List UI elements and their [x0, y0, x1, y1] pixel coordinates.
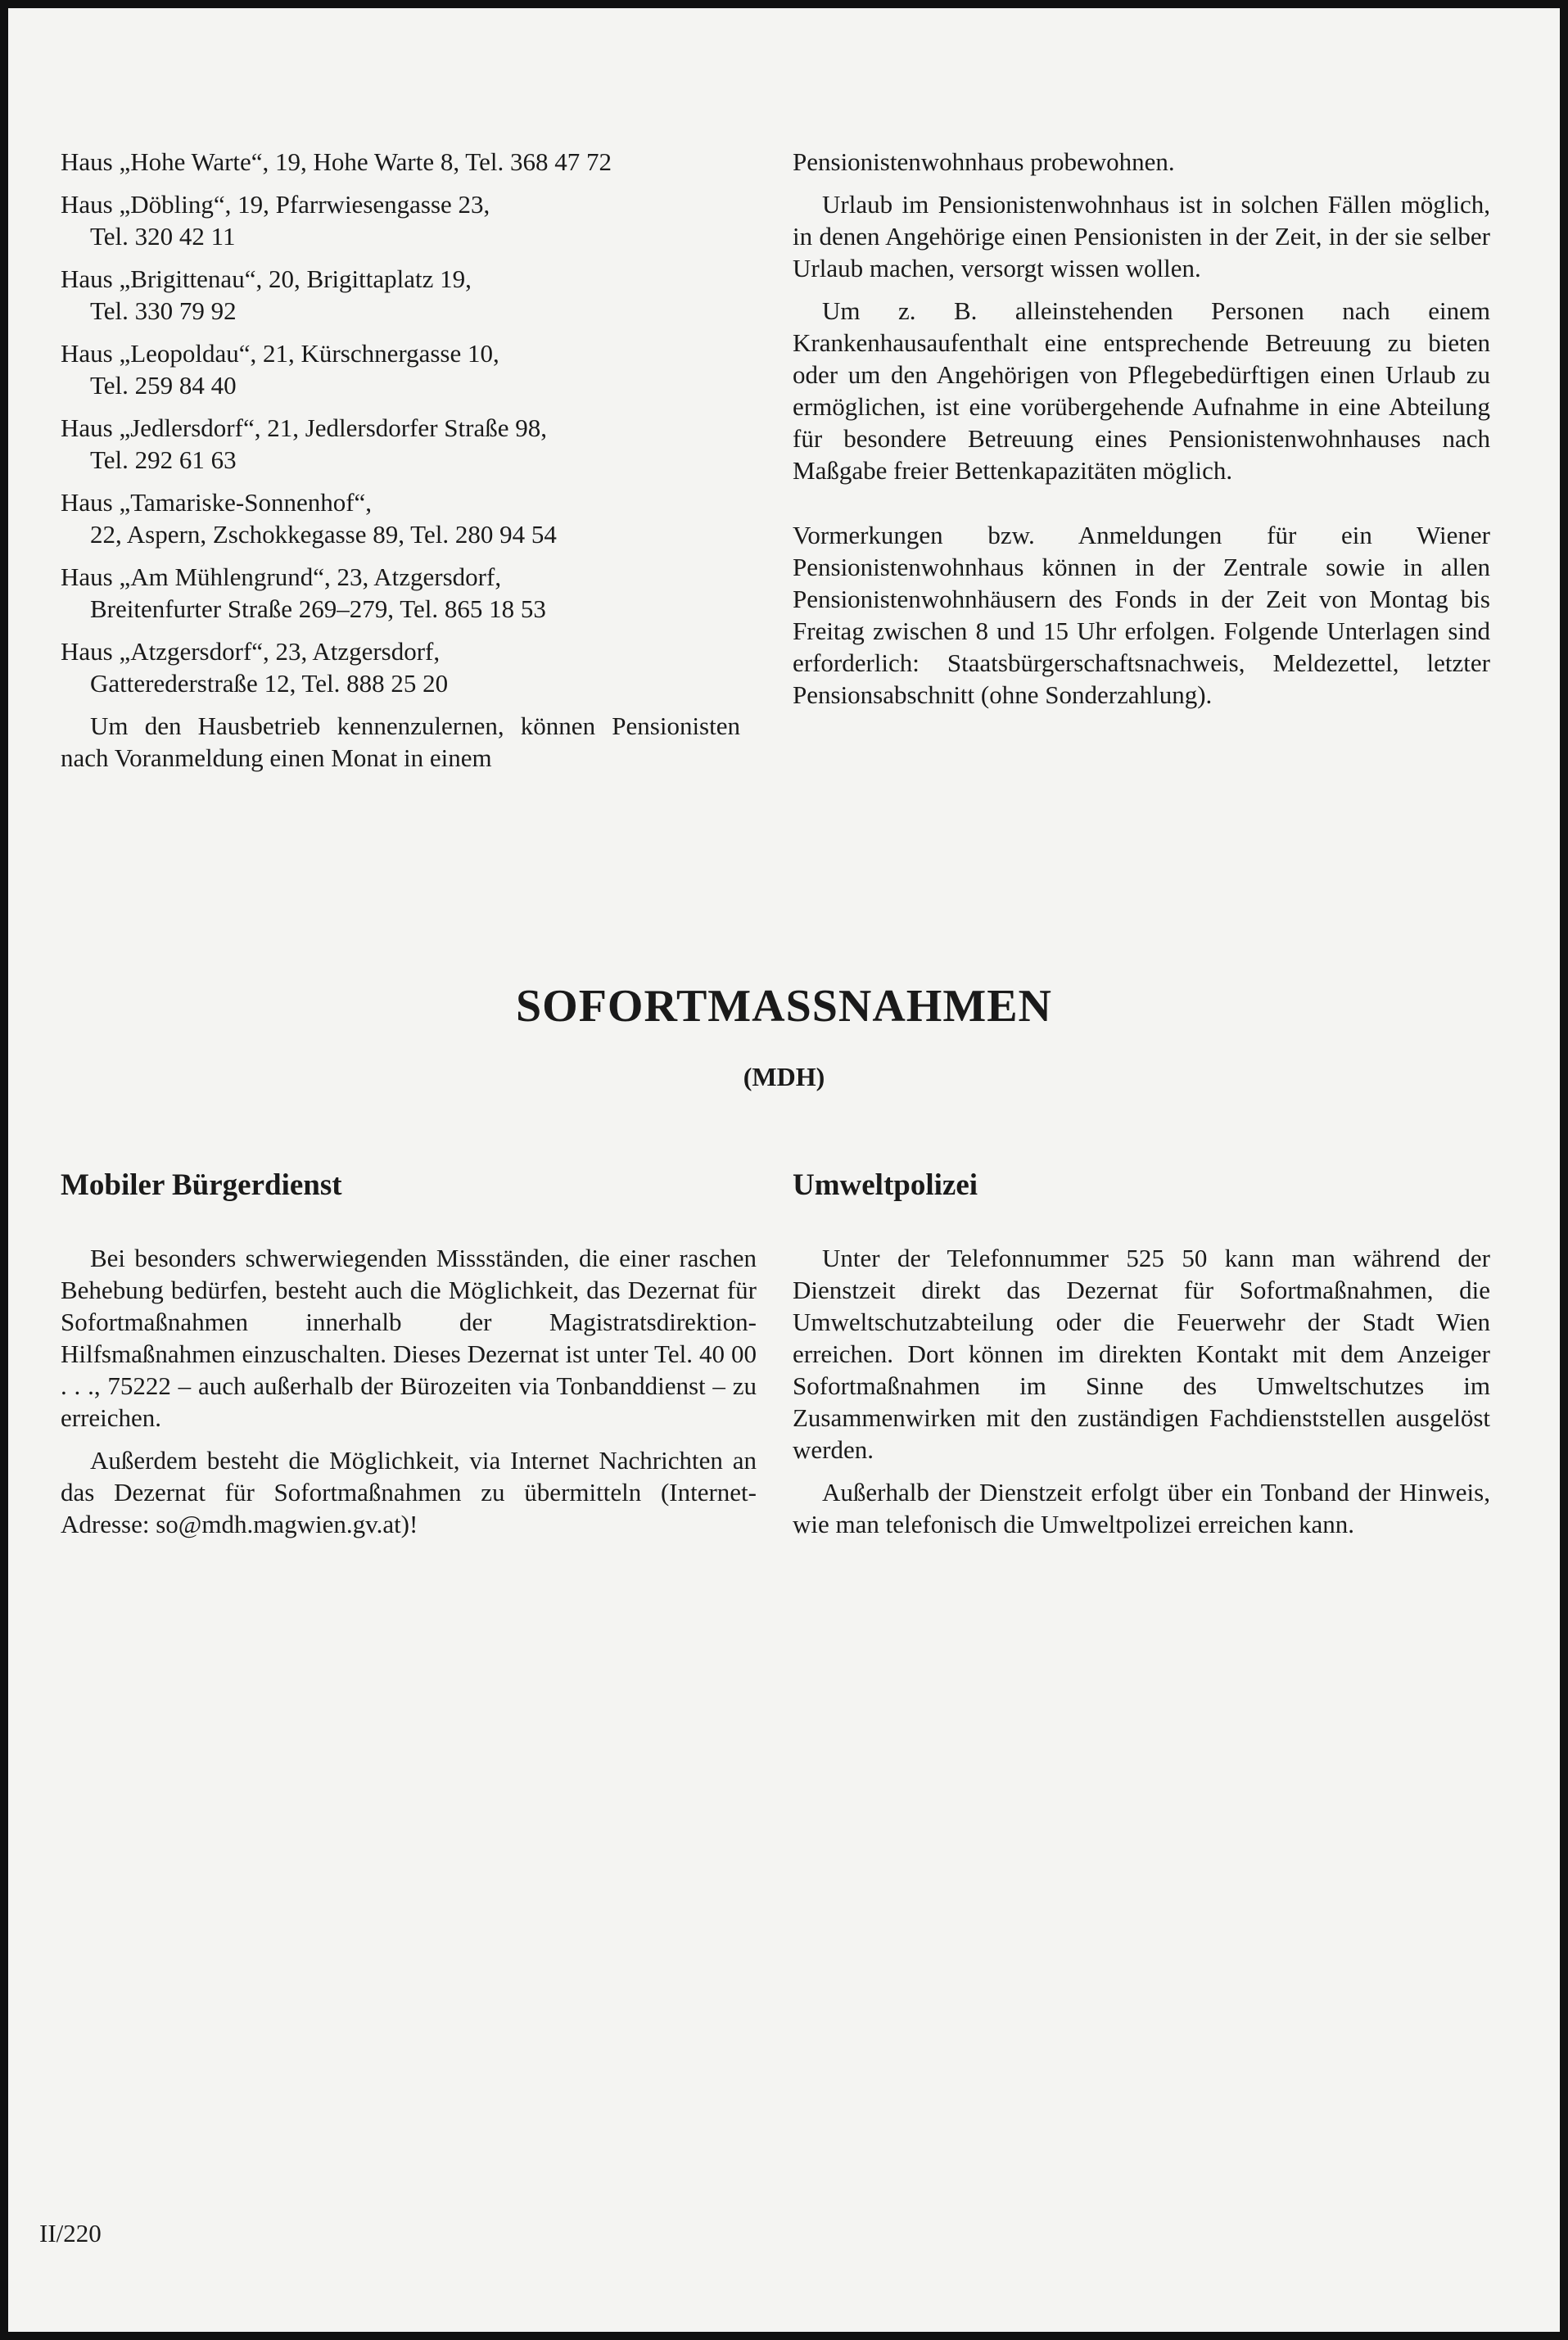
- house-entry: [61, 635, 740, 699]
- mobile-citizen-service-heading: Mobiler Bürgerdienst: [61, 1168, 342, 1202]
- document-page: [8, 8, 1560, 2332]
- trial-stay-paragraph: Um den Hausbetrieb kennenzulernen, können Pensionisten nach Voranmeldung einen Monat in einem: [61, 711, 740, 772]
- mobile-service-paragraph: Bei besonders schwerwiegenden Missständen, die einer raschen Behebung bedürfen, besteht auch die Möglichkeit, das Dezernat für Sofortmaßnahmen innerhalb der Magistratsdirektion-Hilfsmaßnahmen einzuschalten. Dieses Dezernat ist unter Tel. 40 00 . . ., 75222 – auch außerhalb der Bürozeiten via Tonbanddienst – zu erreichen.: [61, 1244, 757, 1432]
- house-entry-line2: Tel. 259 84 40: [90, 371, 237, 400]
- registration-paragraph: Vormerkungen bzw. Anmeldungen für ein Wiener Pensionistenwohnhaus können in der Zentrale sowie in allen Pensionistenwohnhäusern des Fonds in der Zeit von Montag bis Freitag zwischen 8 und 15 Uhr erfolgen. Folgende Unterlagen sind erforderlich: Staatsbürgerschaftsnachweis, Meldezettel, letzter Pensionsabschnitt (ohne Sonderzahlung).: [793, 521, 1490, 709]
- after-hours-paragraph: Außerhalb der Dienstzeit erfolgt über ein Tonband der Hinweis, wie man telefonisch die Umweltpolizei erreichen kann.: [793, 1478, 1490, 1538]
- house-entry: [61, 188, 740, 252]
- page-number: II/220: [39, 2219, 102, 2247]
- house-entry-line2: Tel. 292 61 63: [90, 445, 237, 474]
- section-subtitle: (MDH): [743, 1062, 825, 1091]
- house-entry: [61, 263, 740, 327]
- vacation-paragraph: Urlaub im Pensionistenwohnhaus ist in solchen Fällen möglich, in denen Angehörige einen Pensionisten in der Zeit, in der sie selber Urlaub machen, versorgt wissen wollen.: [793, 190, 1490, 282]
- trial-stay-continuation: Pensionistenwohnhaus probewohnen.: [793, 147, 1175, 176]
- mobile-citizen-service-column: [61, 1169, 757, 1551]
- pension-info-column: [793, 146, 1490, 721]
- section-title: SOFORTMASSNAHMEN: [516, 981, 1052, 1032]
- internet-contact-paragraph: Außerdem besteht die Möglichkeit, via Internet Nachrichten an das Dezernat für Sofortmaßnahmen zu übermitteln (Internet-Adresse: so@mdh.magwien.gv.at)!: [61, 1446, 757, 1538]
- house-entry: [61, 561, 740, 625]
- house-entry: [61, 412, 740, 476]
- house-entry-line1: Haus „Hohe Warte“, 19, Hohe Warte 8, Tel. 368 47 72: [61, 147, 612, 176]
- house-entry-line2: Gatterederstraße 12, Tel. 888 25 20: [90, 669, 449, 698]
- house-entry-line2: 22, Aspern, Zschokkegasse 89, Tel. 280 94 54: [90, 520, 557, 549]
- house-entry-line1: Haus „Am Mühlengrund“, 23, Atzgersdorf,: [61, 562, 502, 591]
- phone-contact-paragraph: Unter der Telefonnummer 525 50 kann man während der Dienstzeit direkt das Dezernat für Sofortmaßnahmen, die Umweltschutzabteilung oder die Feuerwehr der Stadt Wien erreichen. Dort können im direkten Kontakt mit dem Anzeiger Sofortmaßnahmen im Sinne des Umweltschutzes im Zusammenwirken mit den zuständigen Fachdienststellen ausgelöst werden.: [793, 1244, 1490, 1464]
- house-entry-line1: Haus „Atzgersdorf“, 23, Atzgersdorf,: [61, 637, 441, 666]
- house-entry-line2: Tel. 330 79 92: [90, 296, 237, 325]
- house-entry: [61, 337, 740, 401]
- house-entry-line1: Haus „Döbling“, 19, Pfarrwiesengasse 23,: [61, 190, 490, 219]
- environment-police-column: [793, 1169, 1490, 1551]
- house-entry: [61, 486, 740, 550]
- house-entry-line2: Tel. 320 42 11: [90, 222, 236, 251]
- temporary-care-paragraph: Um z. B. alleinstehenden Personen nach einem Krankenhausaufenthalt eine entsprechende Betreuung zu bieten oder um den Angehörigen von Pflegebedürftigen einen Urlaub zu ermöglichen, ist eine vorübergehende Aufnahme in eine Abteilung für besondere Betreuung eines Pensionistenwohnhauses nach Maßgabe freier Bettenkapazitäten möglich.: [793, 296, 1490, 485]
- house-entry-line1: Haus „Tamariske-Sonnenhof“,: [61, 488, 373, 517]
- house-entry-line1: Haus „Jedlersdorf“, 21, Jedlersdorfer Straße 98,: [61, 413, 547, 442]
- house-list-column: [61, 146, 740, 784]
- house-entry: [61, 146, 740, 178]
- house-entry-line1: Haus „Brigittenau“, 20, Brigittaplatz 19,: [61, 264, 472, 293]
- house-entry-line1: Haus „Leopoldau“, 21, Kürschnergasse 10,: [61, 339, 499, 368]
- house-entry-line2: Breitenfurter Straße 269–279, Tel. 865 18 53: [90, 594, 546, 623]
- environment-police-heading: Umweltpolizei: [793, 1168, 978, 1202]
